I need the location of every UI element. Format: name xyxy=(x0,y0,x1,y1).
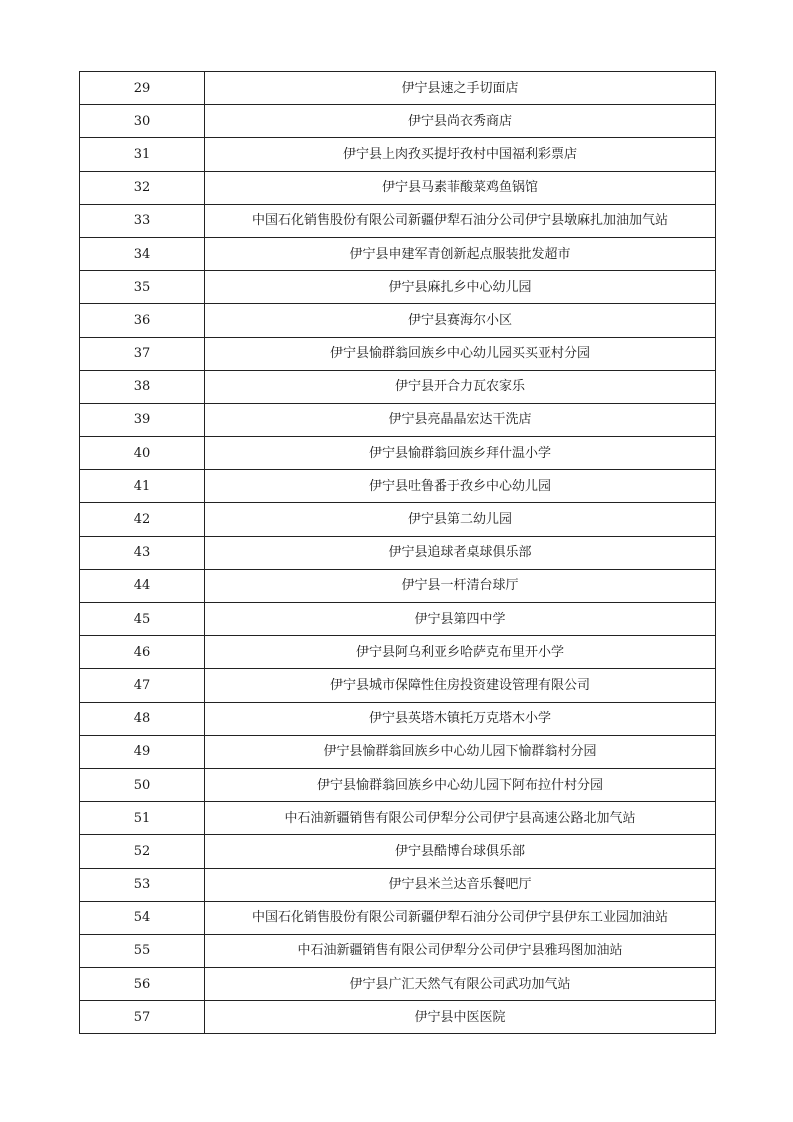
unit-name-cell: 伊宁县城市保障性住房投资建设管理有限公司 xyxy=(205,669,716,702)
row-number-cell: 57 xyxy=(80,1001,205,1034)
table-row xyxy=(80,669,716,702)
table-row xyxy=(80,868,716,901)
row-number-cell: 45 xyxy=(80,603,205,636)
table-row xyxy=(80,702,716,735)
unit-name-cell: 伊宁县申建军青创新起点服装批发超市 xyxy=(205,237,716,270)
table-row xyxy=(80,569,716,602)
table-row xyxy=(80,536,716,569)
table-row xyxy=(80,968,716,1001)
row-number-cell: 54 xyxy=(80,901,205,934)
unit-name-cell: 伊宁县开合力瓦农家乐 xyxy=(205,370,716,403)
table-row xyxy=(80,802,716,835)
unit-name-cell: 中国石化销售股份有限公司新疆伊犁石油分公司伊宁县墩麻扎加油加气站 xyxy=(205,204,716,237)
table-row xyxy=(80,768,716,801)
row-number-cell: 55 xyxy=(80,934,205,967)
unit-name-cell: 伊宁县尚衣秀商店 xyxy=(205,105,716,138)
row-number-cell: 51 xyxy=(80,802,205,835)
row-number-cell: 34 xyxy=(80,237,205,270)
table-row xyxy=(80,271,716,304)
unit-name-cell: 伊宁县愉群翁回族乡中心幼儿园下愉群翁村分园 xyxy=(205,735,716,768)
unit-name-cell: 伊宁县广汇天然气有限公司武功加气站 xyxy=(205,968,716,1001)
table-row xyxy=(80,470,716,503)
row-number-cell: 43 xyxy=(80,536,205,569)
row-number-cell: 49 xyxy=(80,735,205,768)
table-row xyxy=(80,370,716,403)
table-row xyxy=(80,503,716,536)
unit-name-cell: 伊宁县阿乌利亚乡哈萨克布里开小学 xyxy=(205,636,716,669)
table-row xyxy=(80,934,716,967)
row-number-cell: 56 xyxy=(80,968,205,1001)
table-row xyxy=(80,72,716,105)
table-body xyxy=(80,72,716,1034)
table-row xyxy=(80,1001,716,1034)
row-number-cell: 39 xyxy=(80,403,205,436)
unit-name-cell: 伊宁县麻扎乡中心幼儿园 xyxy=(205,271,716,304)
unit-name-cell: 伊宁县马素菲酸菜鸡鱼锅馆 xyxy=(205,171,716,204)
row-number-cell: 50 xyxy=(80,768,205,801)
row-number-cell: 38 xyxy=(80,370,205,403)
row-number-cell: 48 xyxy=(80,702,205,735)
unit-name-cell: 伊宁县第四中学 xyxy=(205,603,716,636)
unit-name-cell: 伊宁县速之手切面店 xyxy=(205,72,716,105)
table-row xyxy=(80,304,716,337)
unit-name-cell: 伊宁县愉群翁回族乡拜什温小学 xyxy=(205,437,716,470)
row-number-cell: 33 xyxy=(80,204,205,237)
row-number-cell: 32 xyxy=(80,171,205,204)
table-row xyxy=(80,171,716,204)
table-row xyxy=(80,735,716,768)
table-row xyxy=(80,636,716,669)
table-row xyxy=(80,437,716,470)
table-row xyxy=(80,105,716,138)
table-row xyxy=(80,204,716,237)
table-row xyxy=(80,603,716,636)
unit-name-cell: 中石油新疆销售有限公司伊犁分公司伊宁县雅玛图加油站 xyxy=(205,934,716,967)
unit-name-cell: 中石油新疆销售有限公司伊犁分公司伊宁县高速公路北加气站 xyxy=(205,802,716,835)
table-row xyxy=(80,138,716,171)
table-row xyxy=(80,337,716,370)
row-number-cell: 29 xyxy=(80,72,205,105)
row-number-cell: 41 xyxy=(80,470,205,503)
row-number-cell: 53 xyxy=(80,868,205,901)
unit-name-cell: 伊宁县赛海尔小区 xyxy=(205,304,716,337)
unit-name-cell: 伊宁县愉群翁回族乡中心幼儿园买买亚村分园 xyxy=(205,337,716,370)
table-row xyxy=(80,901,716,934)
row-number-cell: 36 xyxy=(80,304,205,337)
unit-list-table xyxy=(79,71,716,1034)
table-row xyxy=(80,403,716,436)
unit-name-cell: 伊宁县追球者桌球俱乐部 xyxy=(205,536,716,569)
row-number-cell: 46 xyxy=(80,636,205,669)
row-number-cell: 47 xyxy=(80,669,205,702)
row-number-cell: 42 xyxy=(80,503,205,536)
row-number-cell: 31 xyxy=(80,138,205,171)
row-number-cell: 30 xyxy=(80,105,205,138)
document-page xyxy=(79,71,715,1034)
row-number-cell: 52 xyxy=(80,835,205,868)
unit-name-cell: 伊宁县英塔木镇托万克塔木小学 xyxy=(205,702,716,735)
unit-name-cell: 伊宁县上肉孜买提圩孜村中国福利彩票店 xyxy=(205,138,716,171)
unit-name-cell: 伊宁县酷博台球俱乐部 xyxy=(205,835,716,868)
unit-name-cell: 伊宁县米兰达音乐餐吧厅 xyxy=(205,868,716,901)
unit-name-cell: 伊宁县第二幼儿园 xyxy=(205,503,716,536)
unit-name-cell: 中国石化销售股份有限公司新疆伊犁石油分公司伊宁县伊东工业园加油站 xyxy=(205,901,716,934)
row-number-cell: 44 xyxy=(80,569,205,602)
table-row xyxy=(80,835,716,868)
row-number-cell: 35 xyxy=(80,271,205,304)
unit-name-cell: 伊宁县一杆清台球厅 xyxy=(205,569,716,602)
row-number-cell: 40 xyxy=(80,437,205,470)
unit-name-cell: 伊宁县愉群翁回族乡中心幼儿园下阿布拉什村分园 xyxy=(205,768,716,801)
row-number-cell: 37 xyxy=(80,337,205,370)
unit-name-cell: 伊宁县吐鲁番于孜乡中心幼儿园 xyxy=(205,470,716,503)
unit-name-cell: 伊宁县亮晶晶宏达干洗店 xyxy=(205,403,716,436)
table-row xyxy=(80,237,716,270)
unit-name-cell: 伊宁县中医医院 xyxy=(205,1001,716,1034)
